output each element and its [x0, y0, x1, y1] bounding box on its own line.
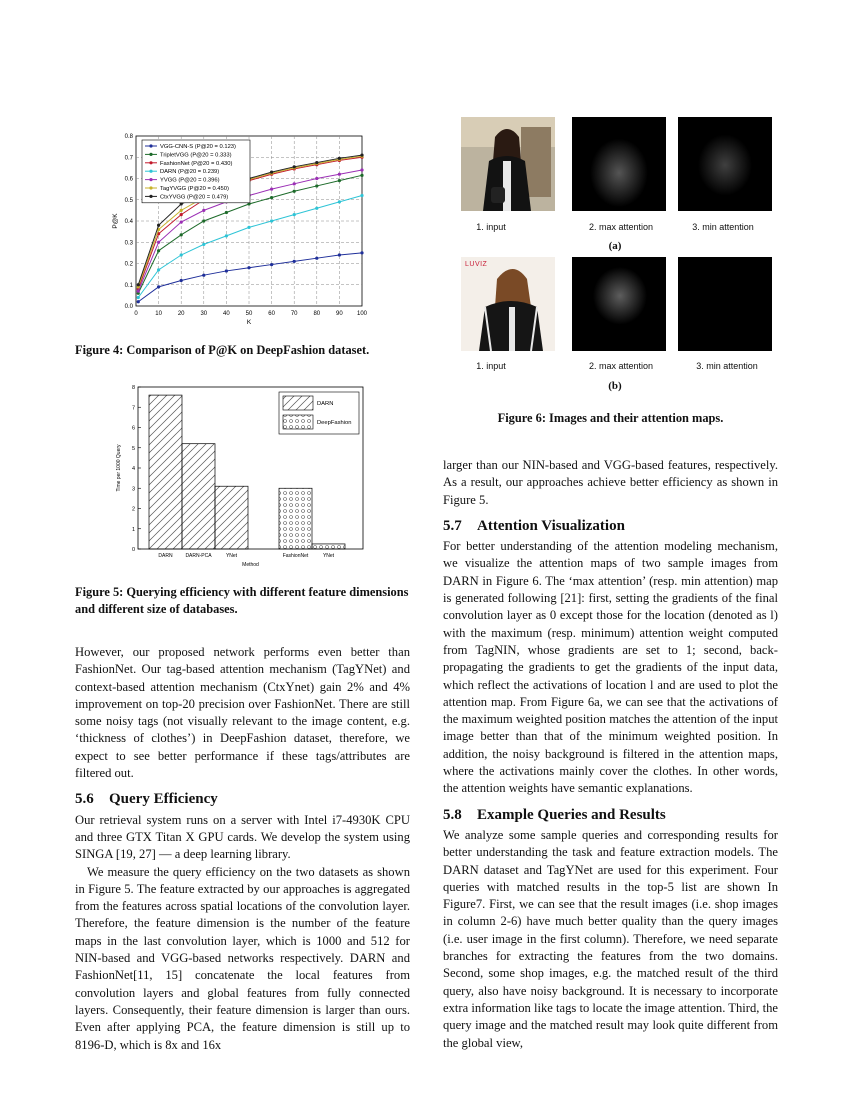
fig5-caption: Figure 5: Querying efficiency with different feature dimensions and different size of databases. [75, 585, 409, 616]
x-axis-label: K [246, 319, 252, 326]
data-point [315, 207, 318, 210]
data-point [247, 266, 250, 269]
legend-marker [149, 170, 152, 173]
data-point [270, 196, 273, 199]
y-tick-label: 7 [131, 405, 135, 412]
data-point [225, 211, 228, 214]
data-point [225, 269, 228, 272]
legend-label: DARN [317, 401, 334, 407]
section-number: 5.8 [443, 806, 462, 823]
data-point [247, 226, 250, 229]
data-point [338, 200, 341, 203]
data-point [293, 165, 296, 168]
data-point [180, 253, 183, 256]
fig6b-label-min: 3. min attention [696, 361, 758, 371]
paragraph-query-efficiency: We measure the query efficiency on the two datasets as shown in Figure 5. The feature extracted by our approaches is aggregated from the features across spatial locations of the convolution layer. Therefore, the feature dimension is the number of the feature maps in the last convolution layer, which is 1000 and 512 for NIN-based and VGG-based networks respectively. DARN and FashionNet[11, 15] concatenate the local features from convolution layers and global features from fully connected layers. Consequently, their feature dimension is larger than ours. Even after applying PCA, the feature dimension is still up to 8196-D, which is 8x and 16x [75, 864, 410, 1052]
data-point [293, 260, 296, 263]
paragraph-attention-visualization: For better understanding of the attention modeling mechanism, we visualize the attention maps of two sample images from DARN in Figure 6. The ‘max attention’ (resp. min attention) map is generated following [21]: first, setting the gradients of the final convolution layer as 0 except those for the location (denoted as l) with the maximum (resp. minimum) attention weight computed from TagNIN, whose gradients are set to 1; second, back-propagating the gradients to get the gradients of the input data, which reflect the activations of location l and are used to plot the attention map. From Figure 6a, we can see that the activations of the maximum weighted position matches the attention of the input image better than that of the minimum weighted position. In addition, the noisy background is filtered in the attention maps, where the activations mainly cover the clothes. In other words, the attention weights have semantic explanations. [443, 539, 778, 796]
x-tick-label: YNet [225, 553, 238, 559]
fig6b-luviz-logo: LUVIZ [465, 261, 488, 268]
legend-marker [149, 153, 152, 156]
data-point [202, 219, 205, 222]
fig6a-input-image [461, 117, 555, 211]
y-tick-label: 5 [131, 445, 135, 452]
fig6-caption: Figure 6: Images and their attention maps. [497, 411, 724, 425]
y-tick-label: 8 [131, 385, 135, 391]
legend-marker [149, 195, 152, 198]
y-tick-label: 3 [131, 486, 135, 493]
data-point [360, 194, 363, 197]
data-point [315, 161, 318, 164]
y-tick-label: 0.8 [124, 134, 133, 140]
y-tick-label: 0.2 [124, 261, 133, 268]
y-tick-label: 0.3 [124, 240, 133, 247]
data-point [157, 249, 160, 252]
data-point [315, 184, 318, 187]
paragraph-example-queries: We analyze some sample queries and corresponding results for better understanding the task and feature extraction models. The DARN dataset and TagYNet are used for this experiment. Four queries with matched results in the top-5 list are shown In Figure7. First, we can see that the result images (i.e. shop images in column 2-6) have much better quality than the query images (i.e. user image in the first column). Therefore, we need separate branches for extracting the features from the two domains. Second, some shop images, e.g. the matched result of the third query, also have noisy background. It is necessary to incorporate extra information like tags to locate the image attention. Third, the query image and the matched result may look quite different from the global view, [443, 827, 778, 1050]
x-tick-label: 20 [177, 311, 185, 317]
fig6b-subfigure-label: (b) [608, 380, 622, 392]
x-axis-label: Method [242, 562, 259, 568]
x-tick-label: 40 [223, 311, 230, 317]
y-tick-label: 0.5 [124, 197, 133, 204]
data-point [338, 179, 341, 182]
data-point [360, 168, 363, 171]
bar [312, 544, 345, 549]
fig6a-min-attention-map [678, 117, 772, 211]
x-tick-label: 90 [336, 311, 343, 317]
fig6a-label-input: 1. input [476, 222, 506, 232]
bar [182, 444, 215, 549]
fig5-bar-chart [108, 382, 370, 568]
fig6b-label-input: 1. input [476, 361, 506, 371]
y-tick-label: 6 [131, 425, 135, 432]
data-point [180, 213, 183, 216]
legend-swatch [283, 415, 313, 429]
legend-marker [149, 186, 152, 189]
y-tick-label: 0 [131, 547, 135, 553]
x-tick-label: 50 [245, 311, 253, 317]
data-point [270, 219, 273, 222]
data-point [137, 283, 140, 286]
bar [149, 395, 182, 549]
y-axis-label: Time per 1000 Query [116, 444, 122, 492]
section-title: Example Queries and Results [477, 806, 666, 823]
legend-label: FashionNet (P@20 = 0.430) [160, 160, 233, 167]
fig6a-max-attention-map [572, 117, 666, 211]
x-tick-label: 80 [313, 311, 321, 317]
legend-marker [149, 144, 152, 147]
y-tick-label: 4 [131, 466, 135, 472]
x-tick-label: 30 [200, 311, 208, 317]
data-point [180, 279, 183, 282]
x-tick-label: 60 [268, 311, 275, 317]
fig4-caption: Figure 4: Comparison of P@K on DeepFashion dataset. [75, 343, 370, 357]
section-5-6-heading [75, 791, 410, 808]
fig4-line-chart [108, 128, 370, 328]
fig6b-label-max: 2. max attention [588, 361, 654, 371]
fig6a-label-min: 3. min attention [692, 222, 754, 232]
data-point [137, 290, 140, 293]
x-tick-label: DARN [158, 553, 173, 559]
data-point [338, 157, 341, 160]
data-point [180, 209, 183, 212]
data-point [270, 188, 273, 191]
paragraph-efficiency-result: larger than our NIN-based and VGG-based features, respectively. As a result, our approaches achieve better efficiency as shown in Figure 5. [443, 458, 778, 507]
fig6a-subfigure-label: (a) [608, 240, 622, 252]
legend-label: TripletVGG (P@20 = 0.333) [160, 152, 232, 159]
data-point [338, 173, 341, 176]
y-tick-label: 2 [131, 506, 135, 513]
data-point [180, 220, 183, 223]
legend-marker [149, 161, 152, 164]
paragraph-server: Our retrieval system runs on a server with Intel i7-4930K CPU and three GTX Titan X GPU cards. We develop the system using SINGA [19, 27] — a deep learning library. [75, 812, 410, 862]
legend-label: CtxYVGG (P@20 = 0.479) [160, 194, 229, 201]
section-5-8-heading [443, 807, 778, 824]
y-tick-label: 1 [131, 526, 135, 533]
data-point [202, 274, 205, 277]
x-tick-label: FashionNet [282, 553, 309, 559]
fig6a-label-max: 2. max attention [588, 222, 654, 232]
y-tick-label: 0.7 [124, 155, 133, 162]
data-point [293, 182, 296, 185]
data-point [157, 268, 160, 271]
x-tick-label: 0 [134, 311, 138, 317]
section-number: 5.7 [443, 517, 462, 534]
x-tick-label: DARN-PCA [185, 553, 212, 559]
legend-label: DeepFashion [317, 420, 352, 426]
section-number: 5.6 [75, 791, 94, 808]
data-point [270, 171, 273, 174]
bar [279, 488, 312, 549]
x-tick-label: 10 [155, 311, 162, 317]
y-tick-label: 0.4 [124, 219, 133, 225]
x-tick-label: 70 [290, 311, 298, 317]
data-point [360, 251, 363, 254]
section-5-7-heading [443, 518, 778, 535]
data-point [360, 174, 363, 177]
paragraph-noisy-tags: However, our proposed network performs even better than FashionNet. Our tag-based attention mechanism (TagYNet) and context-based attention mechanism (CtxYnet) gain 2% and 4% improvement on top-20 precision over FashionNet. There are still some noisy tags (not visually relevant to the image content, e.g. ‘thickness of clothes’) in DeepFashion dataset, therefore, we expect to see better performance if these tags/attributes are filtered out. [75, 645, 410, 781]
section-title: Attention Visualization [477, 517, 625, 534]
data-point [270, 263, 273, 266]
section-title: Query Efficiency [109, 791, 218, 808]
data-point [157, 241, 160, 244]
legend-swatch [283, 396, 313, 410]
legend-label: DARN (P@20 = 0.239) [160, 169, 220, 176]
x-tick-label: 100 [356, 311, 368, 317]
data-point [315, 257, 318, 260]
fig6b-min-attention-map [678, 257, 772, 351]
x-tick-label: YNet [322, 553, 335, 559]
y-axis-label: P@K [112, 213, 119, 229]
legend-label: VGG-CNN-S (P@20 = 0.123) [160, 144, 236, 150]
data-point [315, 177, 318, 180]
data-point [137, 296, 140, 299]
data-point [293, 213, 296, 216]
legend-label: TagYVGG (P@20 = 0.450) [160, 186, 229, 192]
bar [215, 486, 248, 549]
data-point [137, 300, 140, 303]
left-column [75, 644, 410, 1054]
legend-label: YVGG (P@20 = 0.396) [160, 177, 220, 184]
fig6b-input-image [461, 257, 555, 351]
legend-marker [149, 178, 152, 181]
fig6b-max-attention-map [572, 257, 666, 351]
data-point [202, 243, 205, 246]
data-point [360, 154, 363, 157]
data-point [225, 234, 228, 237]
data-point [157, 224, 160, 227]
data-point [338, 253, 341, 256]
data-point [202, 209, 205, 212]
right-column [443, 457, 778, 1052]
data-point [293, 190, 296, 193]
y-tick-label: 0.1 [124, 282, 133, 289]
data-point [157, 285, 160, 288]
data-point [180, 233, 183, 236]
y-tick-label: 0.0 [124, 304, 133, 310]
y-tick-label: 0.6 [124, 176, 133, 183]
